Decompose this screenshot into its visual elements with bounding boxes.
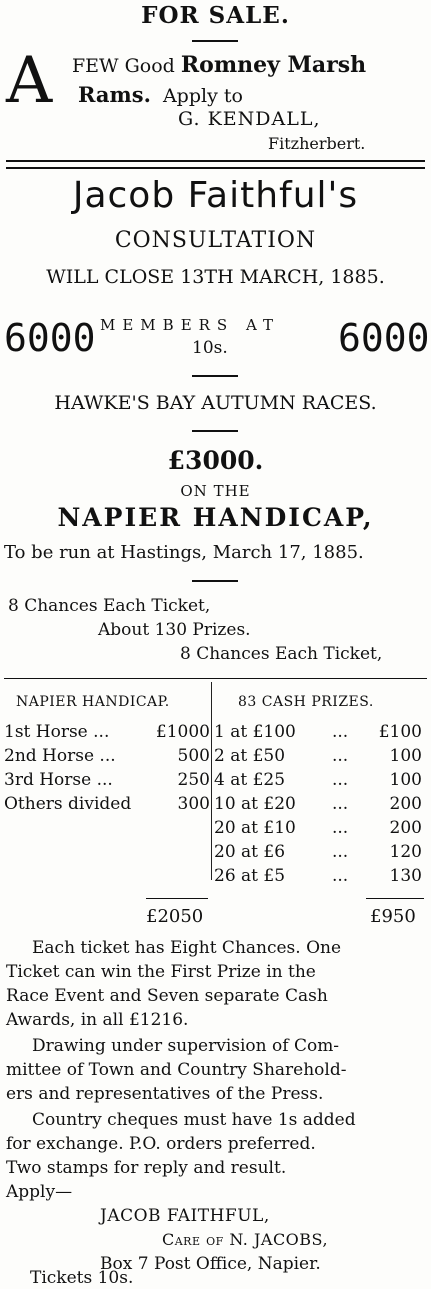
table-row bbox=[4, 720, 210, 744]
table-top-rule bbox=[4, 678, 427, 679]
paragraph-1-line-4: Awards, in all £1216. bbox=[6, 1010, 189, 1030]
address-box: Box 7 Post Office, Napier. bbox=[100, 1254, 321, 1274]
seller-place: Fitzherbert. bbox=[268, 134, 366, 153]
row-label: 2 at £50 bbox=[214, 746, 286, 766]
chances-line-2: 8 Chances Each Ticket, bbox=[180, 644, 383, 664]
for-sale-line2-a: Rams. bbox=[78, 82, 151, 107]
row-dots: ... bbox=[332, 770, 349, 790]
paragraph-2-line-1: Drawing under supervision of Com- bbox=[32, 1036, 340, 1056]
members-text: MEMBERS AT bbox=[100, 316, 280, 334]
paragraph-2-line-3: ers and representatives of the Press. bbox=[6, 1084, 324, 1104]
handicap-table bbox=[4, 720, 210, 816]
members-count-left: 6000 bbox=[4, 316, 96, 360]
row-label: 26 at £5 bbox=[214, 866, 286, 886]
apply-label: Apply— bbox=[6, 1182, 73, 1202]
row-label: 1 at £100 bbox=[214, 722, 296, 742]
on-the: ON THE bbox=[180, 482, 251, 500]
row-dots: ... bbox=[332, 746, 349, 766]
divider bbox=[192, 430, 238, 432]
cash-prizes-header: 83 CASH PRIZES. bbox=[238, 694, 374, 710]
row-dots: ... bbox=[332, 842, 349, 862]
close-date: WILL CLOSE 13TH MARCH, 1885. bbox=[46, 266, 385, 288]
run-line: To be run at Hastings, March 17, 1885. bbox=[4, 542, 364, 563]
table-row bbox=[4, 744, 210, 768]
address-care-of: Care of N. JACOBS, bbox=[162, 1230, 329, 1249]
prize-amount: £3000. bbox=[167, 446, 264, 475]
row-value: 500 bbox=[177, 746, 210, 766]
paragraph-3-line-2: for exchange. P.O. orders preferred. bbox=[6, 1134, 316, 1154]
row-value: 200 bbox=[389, 794, 422, 814]
row-label: 20 at £6 bbox=[214, 842, 286, 862]
row-label: 20 at £10 bbox=[214, 818, 296, 838]
table-row bbox=[214, 744, 422, 768]
for-sale-heading: FOR SALE. bbox=[141, 2, 290, 29]
paragraph-3-line-1: Country cheques must have 1s added bbox=[32, 1110, 356, 1130]
table-column-rule bbox=[211, 682, 212, 880]
table-row bbox=[214, 720, 422, 744]
chances-line-1: 8 Chances Each Ticket, bbox=[8, 596, 211, 616]
race-heading: HAWKE'S BAY AUTUMN RACES. bbox=[54, 392, 377, 414]
row-label: 10 at £20 bbox=[214, 794, 296, 814]
row-value: £100 bbox=[378, 722, 422, 742]
row-label: 4 at £25 bbox=[214, 770, 286, 790]
table-row bbox=[4, 792, 210, 816]
members-price: 10s. bbox=[192, 338, 228, 358]
row-label: 2nd Horse ... bbox=[4, 746, 116, 766]
row-label: 1st Horse ... bbox=[4, 722, 110, 742]
table-row bbox=[214, 816, 422, 840]
table-row bbox=[214, 768, 422, 792]
right-total: £950 bbox=[370, 906, 416, 927]
row-value: 300 bbox=[177, 794, 210, 814]
paragraph-3-line-3: Two stamps for reply and result. bbox=[6, 1158, 287, 1178]
paragraph-1-line-1: Each ticket has Eight Chances. One bbox=[32, 938, 342, 958]
right-total-rule bbox=[366, 898, 424, 899]
for-sale-line2 bbox=[78, 82, 243, 107]
row-dots: ... bbox=[332, 722, 349, 742]
consultation-subtitle: CONSULTATION bbox=[114, 228, 317, 253]
handicap-title: NAPIER HANDICAP, bbox=[57, 503, 374, 532]
seller-name: G. KENDALL, bbox=[178, 108, 321, 130]
row-value: 250 bbox=[177, 770, 210, 790]
consultation-title: Jacob Faithful's bbox=[72, 175, 359, 216]
divider bbox=[192, 580, 238, 582]
napier-handicap-header: NAPIER HANDICAP. bbox=[16, 694, 170, 710]
table-row bbox=[4, 768, 210, 792]
prizes-line: About 130 Prizes. bbox=[98, 620, 251, 640]
members-count-right: 6000 bbox=[338, 316, 430, 360]
row-value: 130 bbox=[389, 866, 422, 886]
cash-prizes-table bbox=[214, 720, 422, 888]
table-row bbox=[214, 840, 422, 864]
row-dots: ... bbox=[332, 866, 349, 886]
row-value: 100 bbox=[389, 770, 422, 790]
table-row bbox=[214, 864, 422, 888]
table-row bbox=[214, 792, 422, 816]
row-dots: ... bbox=[332, 818, 349, 838]
divider bbox=[192, 40, 238, 42]
paragraph-1-line-3: Race Event and Seven separate Cash bbox=[6, 986, 328, 1006]
row-label: 3rd Horse ... bbox=[4, 770, 113, 790]
tickets-price: Tickets 10s. bbox=[30, 1268, 134, 1288]
row-value: 200 bbox=[389, 818, 422, 838]
for-sale-line1 bbox=[72, 52, 366, 78]
row-value: 120 bbox=[389, 842, 422, 862]
row-dots: ... bbox=[332, 794, 349, 814]
row-value: £1000 bbox=[155, 722, 210, 742]
paragraph-1-line-2: Ticket can win the First Prize in the bbox=[6, 962, 316, 982]
left-total-rule bbox=[146, 898, 208, 899]
row-value: 100 bbox=[389, 746, 422, 766]
for-sale-line1-b: Romney Marsh bbox=[180, 52, 367, 78]
left-total: £2050 bbox=[146, 906, 204, 927]
divider bbox=[192, 375, 238, 377]
drop-cap: A bbox=[6, 44, 53, 118]
row-label: Others divided bbox=[4, 794, 132, 814]
for-sale-line2-b: Apply to bbox=[162, 85, 243, 107]
double-rule bbox=[6, 160, 425, 169]
for-sale-line1-a: FEW Good bbox=[72, 55, 175, 77]
paragraph-2-line-2: mittee of Town and Country Sharehold- bbox=[6, 1060, 347, 1080]
address-name: JACOB FAITHFUL, bbox=[100, 1206, 270, 1226]
